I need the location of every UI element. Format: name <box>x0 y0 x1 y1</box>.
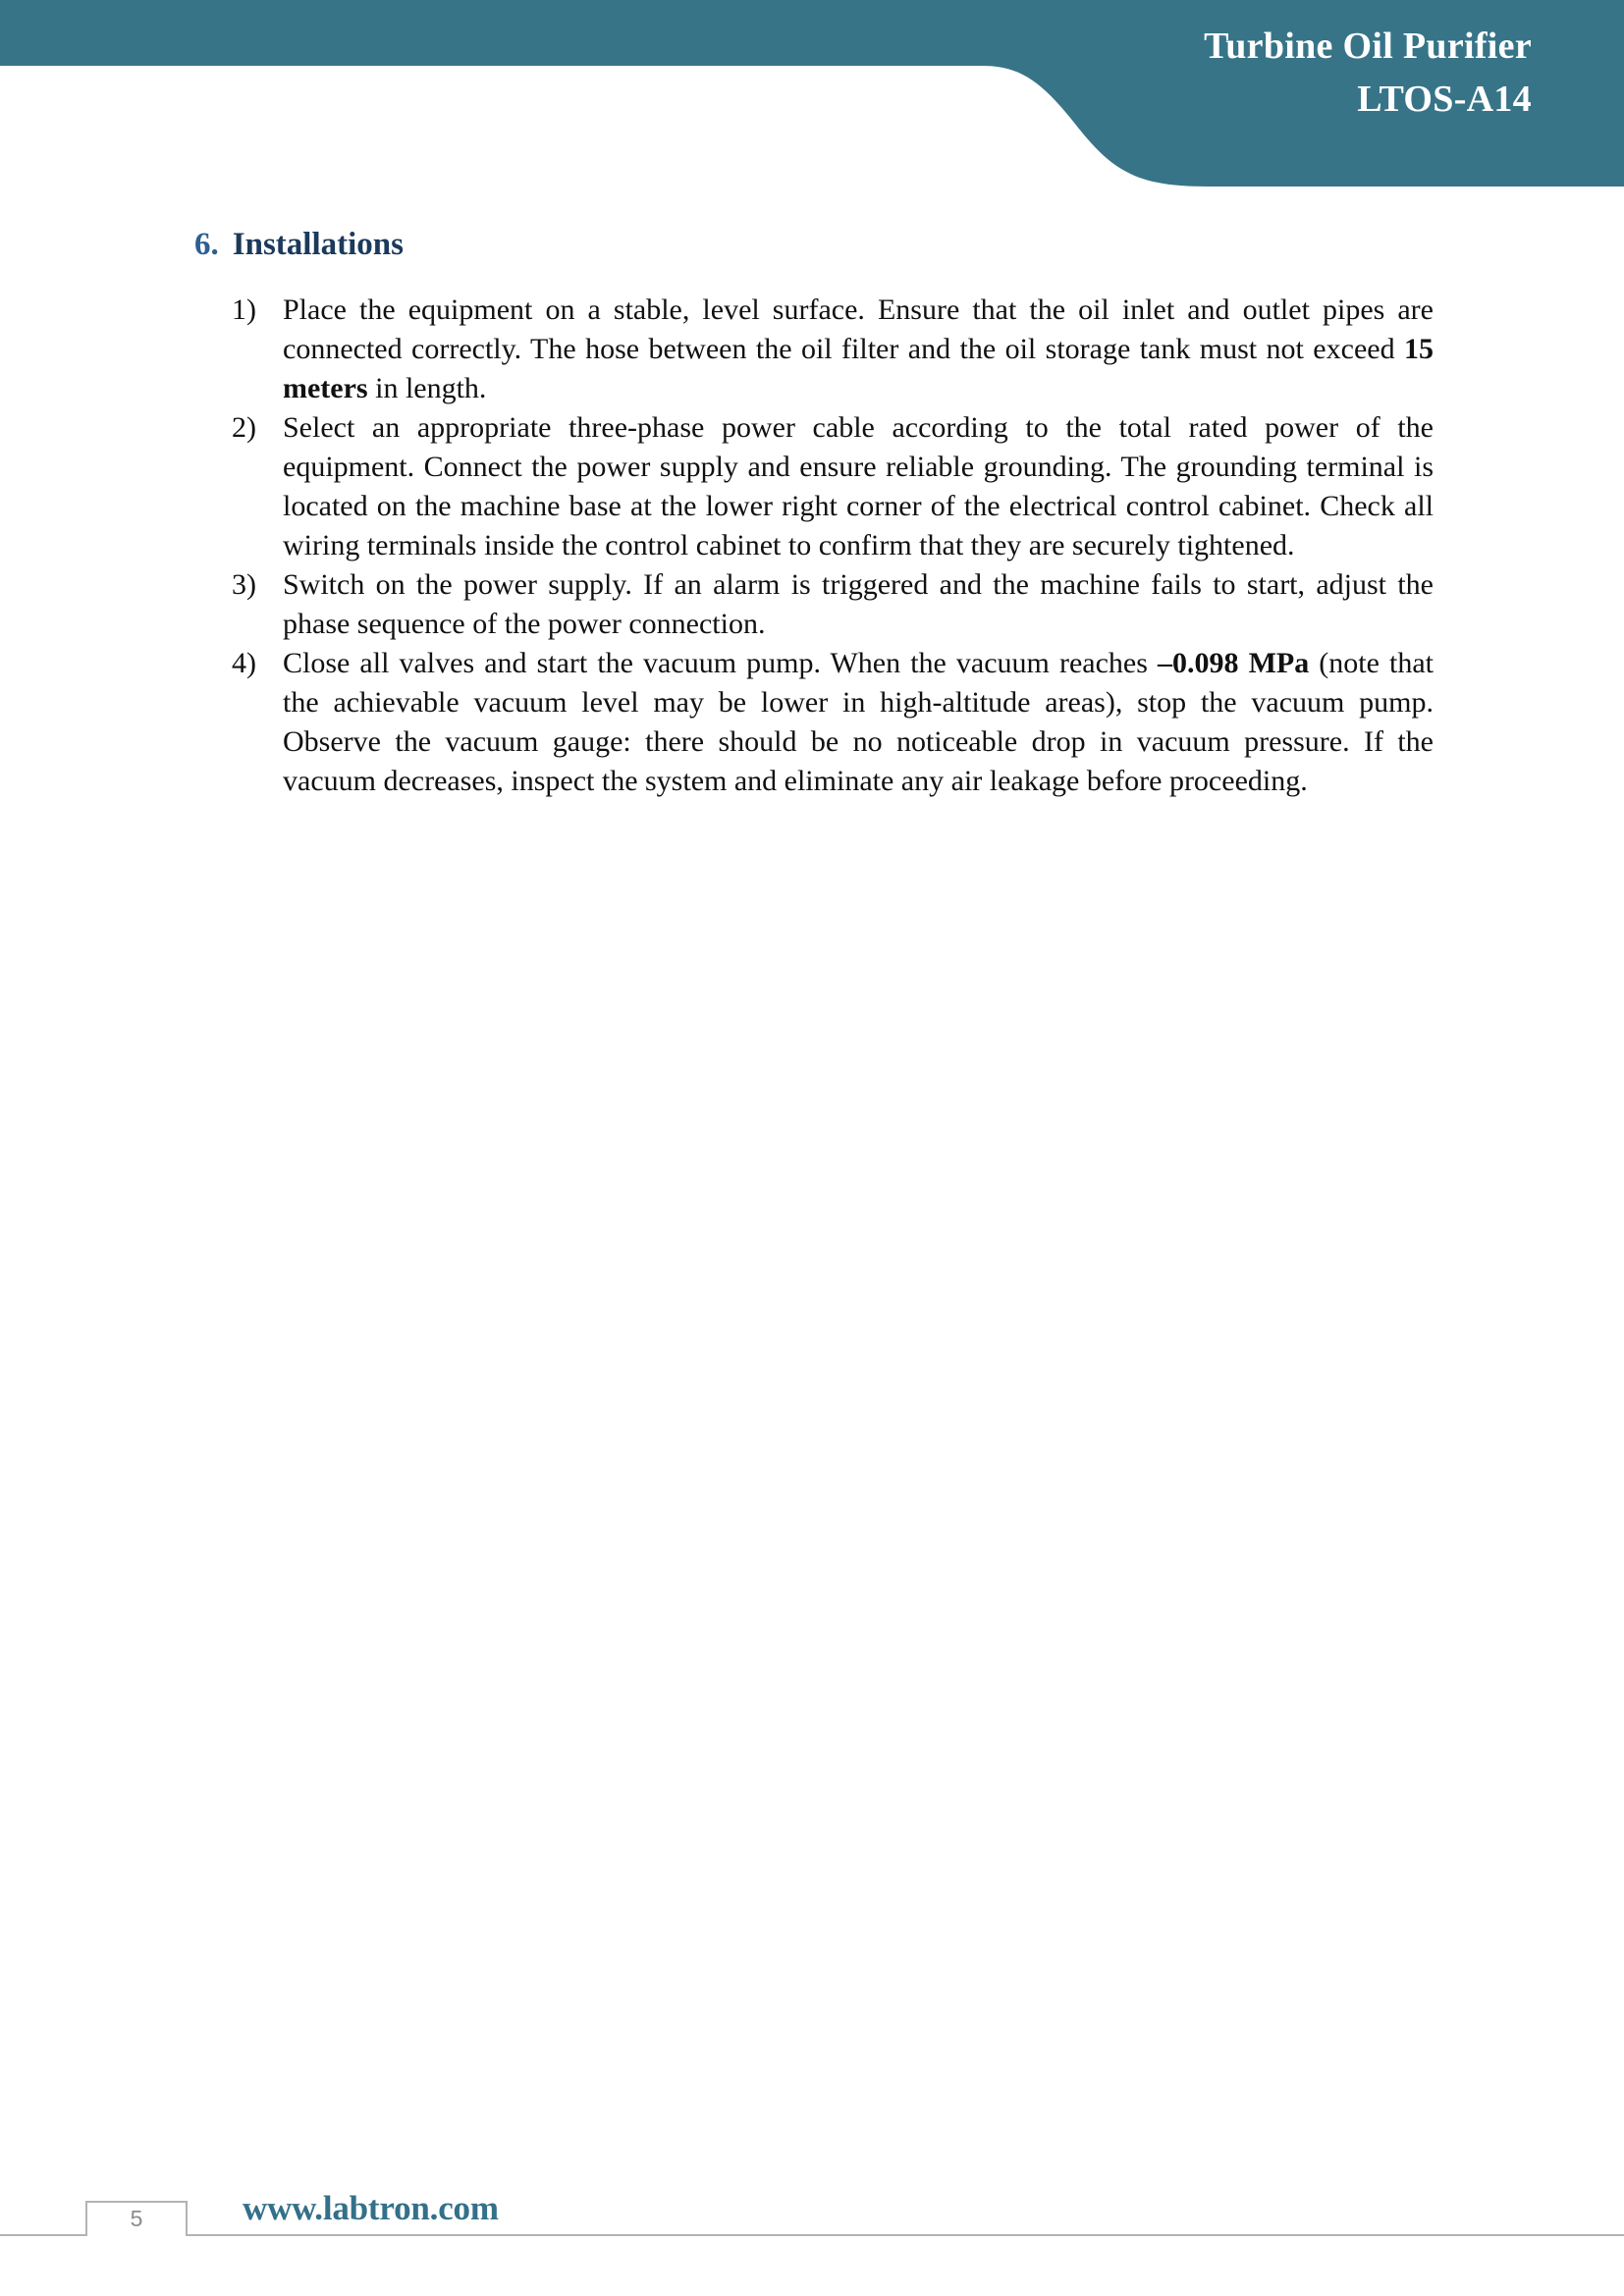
list-item-marker: 3) <box>232 568 256 601</box>
footer-divider <box>0 2234 1624 2236</box>
list-item-marker: 4) <box>232 647 256 679</box>
list-item-text: Close all valves and start the vacuum pump. When the vacuum reaches –0.098 MPa (note that the achievable vacuum level may be lower in high-altitude areas), stop the vacuum pump. Observe the vacuum gauge: there should be no noticeable drop in vacuum pressure. If the vacuum decreases, inspect the system and eliminate any air leakage before proceeding. <box>283 647 1435 797</box>
list-item <box>0 644 1624 801</box>
list-item-text: Place the equipment on a stable, level surface. Ensure that the oil inlet and outlet pipes are connected correctly. The hose between the oil filter and the oil storage tank must not exceed 15 meters in length. <box>283 294 1434 404</box>
list-item-marker: 2) <box>232 411 256 444</box>
list-item <box>0 291 1624 408</box>
installation-steps-list <box>0 291 1624 801</box>
list-item-text: Select an appropriate three-phase power cable according to the total rated power of the equipment. Connect the power supply and ensure reliable grounding. The grounding terminal is located on the machine base at the lower right corner of the electrical control cabinet. Check all wiring terminals inside the control cabinet to confirm that they are securely tightened. <box>283 411 1434 561</box>
header-title-block <box>0 20 1624 126</box>
page-footer <box>0 2149 1624 2296</box>
section-number: 6. <box>194 227 219 262</box>
list-item-text: Switch on the power supply. If an alarm is triggered and the machine fails to start, adjust the phase sequence of the power connection. <box>283 568 1434 640</box>
page-number: 5 <box>130 2205 143 2231</box>
list-item-marker: 1) <box>232 294 256 326</box>
section-title: Installations <box>232 227 404 262</box>
list-item <box>0 565 1624 644</box>
footer-website-link[interactable]: www.labtron.com <box>243 2189 499 2227</box>
header-model-number: LTOS-A14 <box>1357 79 1532 120</box>
section-heading <box>0 224 1624 265</box>
header-product-name: Turbine Oil Purifier <box>1204 26 1532 67</box>
page-header <box>0 0 1624 196</box>
list-item <box>0 408 1624 565</box>
document-content <box>0 224 1624 801</box>
